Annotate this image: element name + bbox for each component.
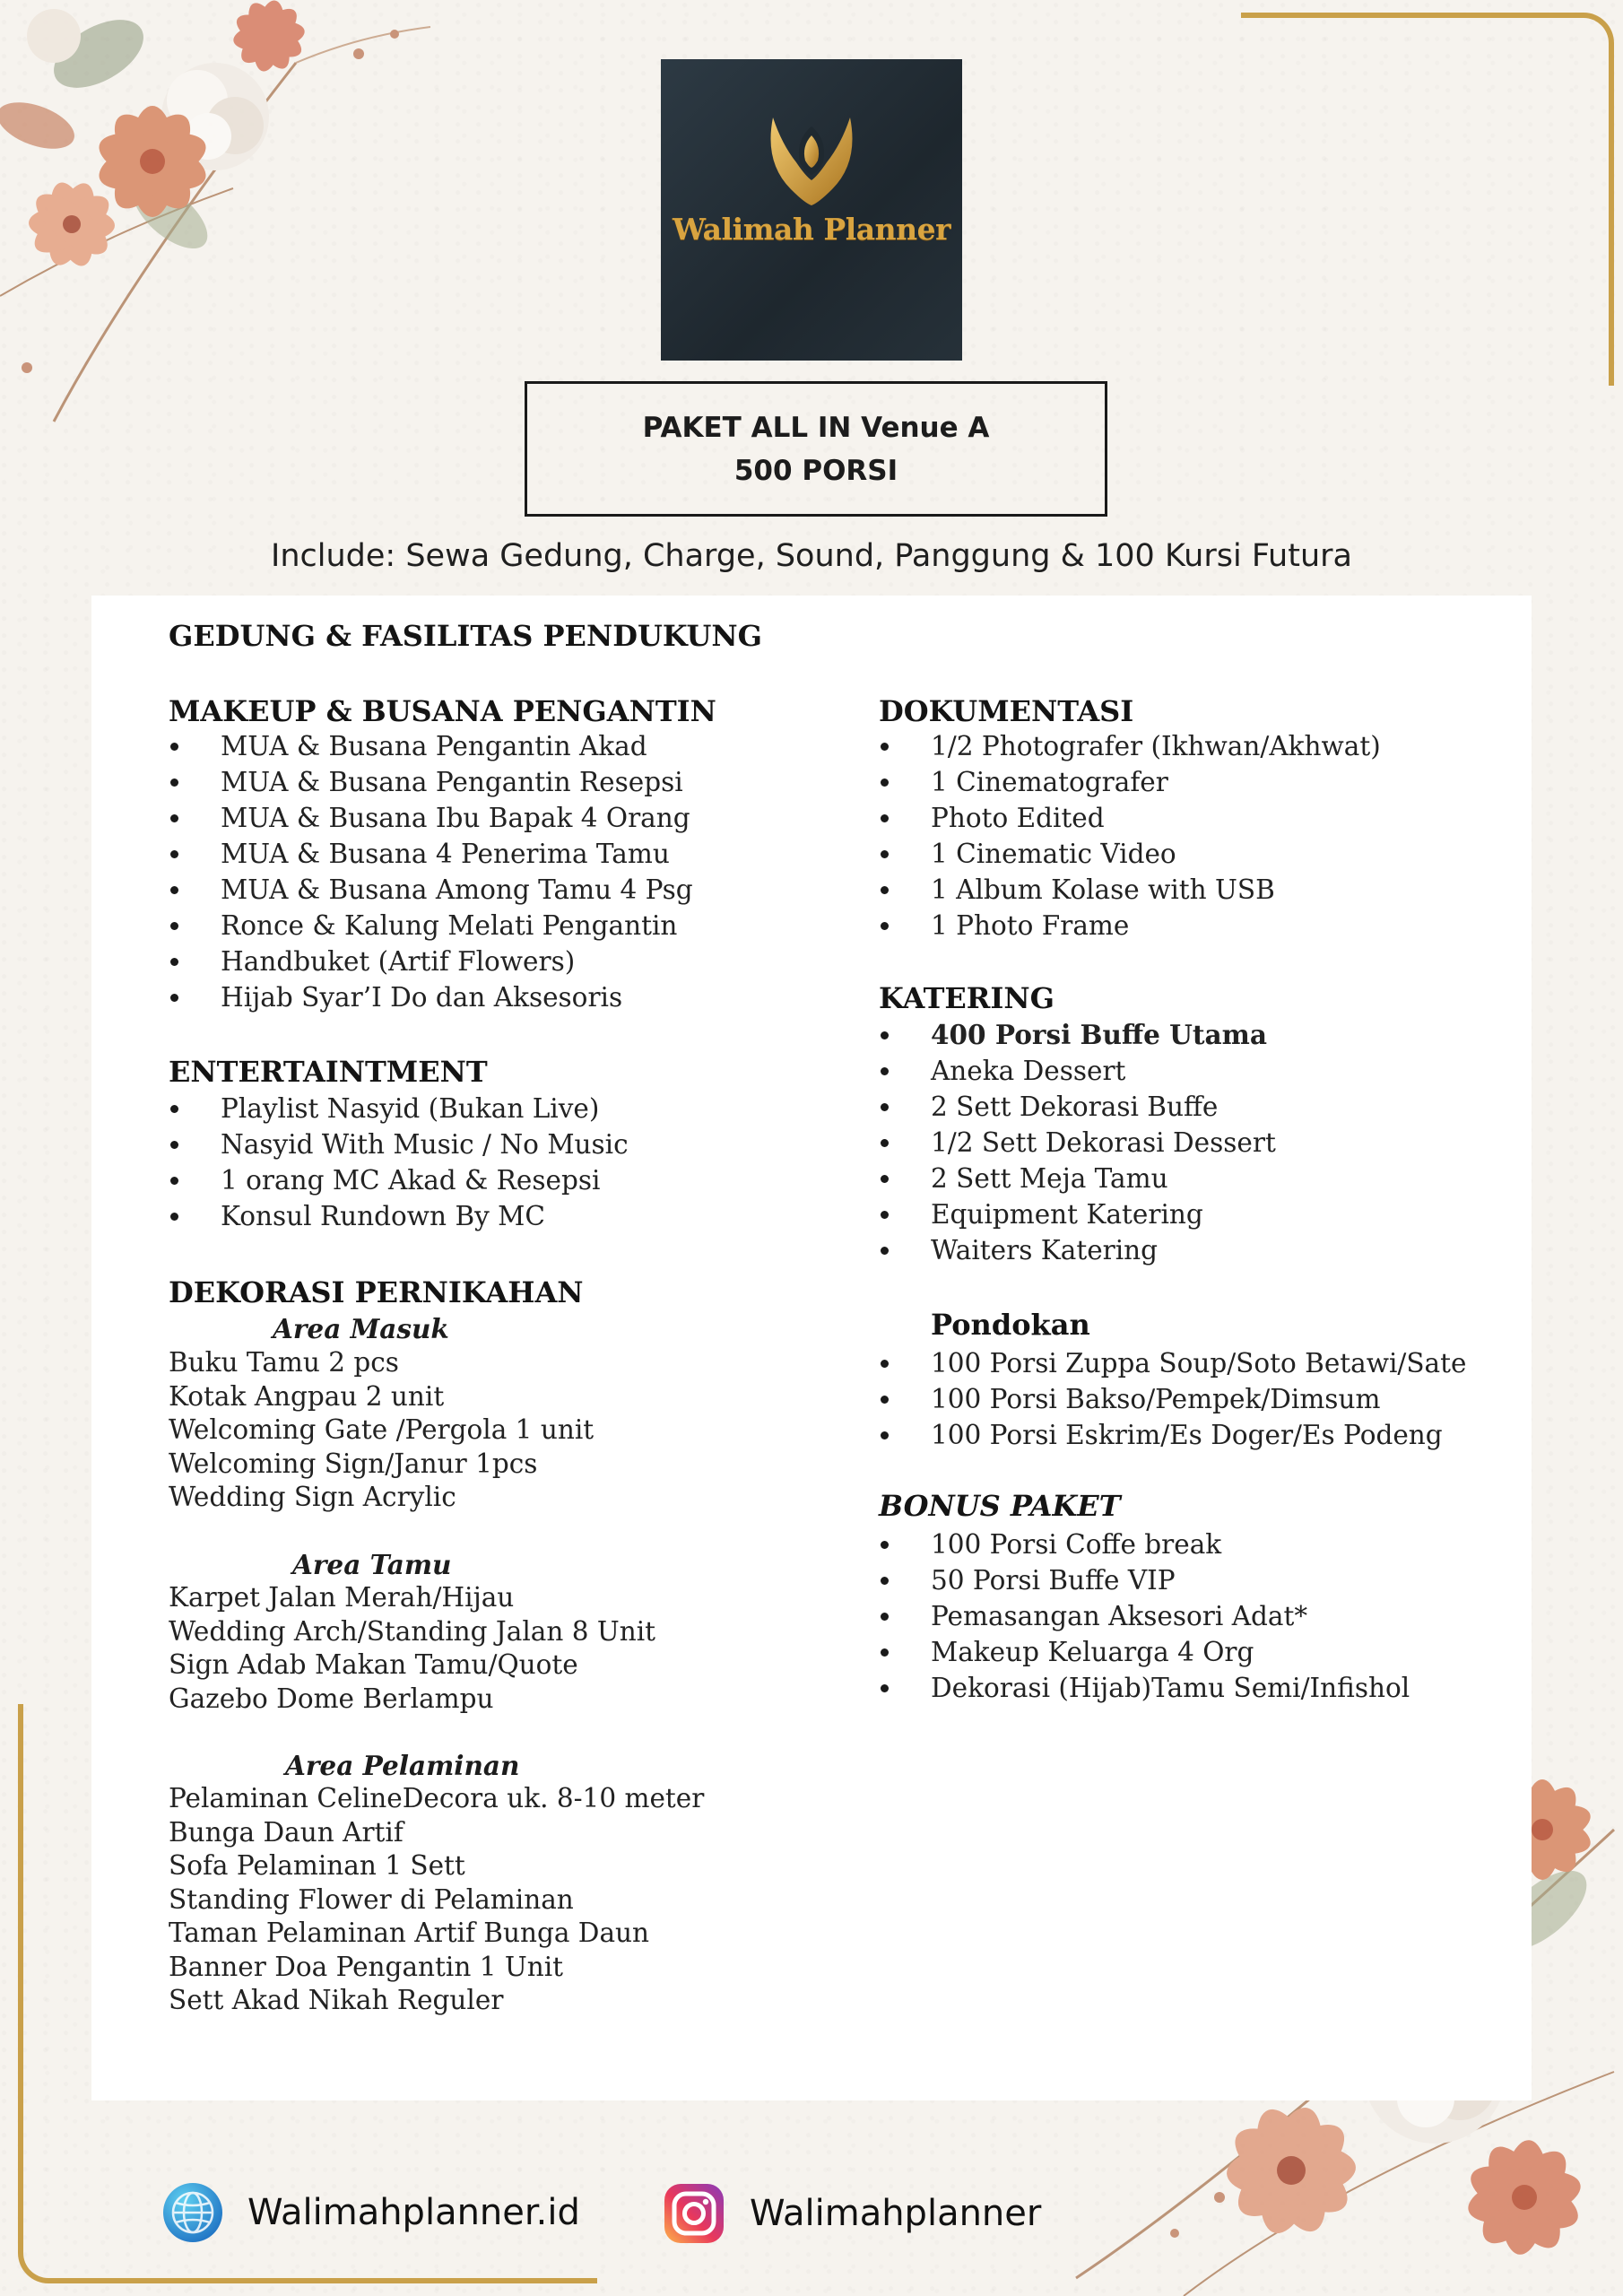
list-item: Photo Edited <box>879 800 1381 836</box>
footer-instagram[interactable] <box>662 2181 1041 2246</box>
makeup-list <box>169 728 693 1015</box>
list-item: 1 Cinematografer <box>879 764 1381 800</box>
list-item: Banner Doa Pengantin 1 Unit <box>169 1951 563 1982</box>
section-heading-katering: KATERING <box>879 981 1055 1015</box>
instagram-handle[interactable]: Walimahplanner <box>750 2193 1042 2234</box>
subheading-area-tamu: Area Tamu <box>292 1549 452 1580</box>
section-heading-gedung: GEDUNG & FASILITAS PENDUKUNG <box>169 619 762 653</box>
list-item: MUA & Busana 4 Penerima Tamu <box>169 836 693 872</box>
list-item: Pelaminan CelineDecora uk. 8-10 meter <box>169 1783 705 1813</box>
list-item: Makeup Keluarga 4 Org <box>879 1634 1410 1670</box>
list-item: Taman Pelaminan Artif Bunga Daun <box>169 1918 650 1948</box>
list-item: Wedding Arch/Standing Jalan 8 Unit <box>169 1615 656 1647</box>
list-item: Aneka Dessert <box>879 1053 1276 1089</box>
instagram-icon <box>662 2181 726 2246</box>
list-item: Wedding Sign Acrylic <box>169 1482 456 1512</box>
logo-emblem-icon <box>755 109 868 207</box>
list-item: Konsul Rundown By MC <box>169 1198 629 1234</box>
list-item: MUA & Busana Among Tamu 4 Psg <box>169 872 693 908</box>
list-item: MUA & Busana Ibu Bapak 4 Orang <box>169 800 693 836</box>
area-masuk-list <box>169 1346 594 1515</box>
package-include-text: Include: Sewa Gedung, Charge, Sound, Panggung & 100 Kursi Futura <box>271 538 1352 574</box>
section-heading-entertainment: ENTERTAINTMENT <box>169 1055 488 1089</box>
list-item: 100 Porsi Zuppa Soup/Soto Betawi/Sate <box>879 1345 1466 1381</box>
katering-list <box>879 1017 1276 1268</box>
list-item: 1 orang MC Akad & Resepsi <box>169 1162 629 1198</box>
section-heading-makeup: MAKEUP & BUSANA PENGANTIN <box>169 694 716 728</box>
list-item: 100 Porsi Bakso/Pempek/Dimsum <box>879 1381 1466 1417</box>
list-item: Kotak Angpau 2 unit <box>169 1380 445 1412</box>
list-item: Playlist Nasyid (Bukan Live) <box>169 1091 629 1126</box>
list-item: 50 Porsi Buffe VIP <box>879 1562 1410 1598</box>
list-item: Nasyid With Music / No Music <box>169 1126 629 1162</box>
list-item: 100 Porsi Eskrim/Es Doger/Es Podeng <box>879 1417 1466 1453</box>
section-heading-dekorasi: DEKORASI PERNIKAHAN <box>169 1275 584 1309</box>
list-item: Karpet Jalan Merah/Hijau <box>169 1582 515 1613</box>
list-item: 2 Sett Meja Tamu <box>879 1161 1276 1196</box>
list-item: MUA & Busana Pengantin Resepsi <box>169 764 693 800</box>
list-item: Equipment Katering <box>879 1196 1276 1232</box>
list-item: Buku Tamu 2 pcs <box>169 1347 399 1378</box>
website-link[interactable]: Walimahplanner.id <box>247 2192 580 2233</box>
brand-logo <box>661 59 962 361</box>
list-item: Handbuket (Artif Flowers) <box>169 944 693 979</box>
section-heading-pondokan: Pondokan <box>931 1308 1090 1342</box>
list-item: Sofa Pelaminan 1 Sett <box>169 1850 465 1881</box>
list-item: Sett Akad Nikah Reguler <box>169 1985 504 2015</box>
list-item: MUA & Busana Pengantin Akad <box>169 728 693 764</box>
list-item: Ronce & Kalung Melati Pengantin <box>169 908 693 944</box>
pondokan-list <box>879 1345 1466 1453</box>
subheading-area-masuk: Area Masuk <box>273 1313 449 1344</box>
package-portion: 500 PORSI <box>733 454 898 487</box>
floral-decoration-top-left <box>0 0 466 430</box>
list-item: 1 Photo Frame <box>879 908 1381 944</box>
globe-icon <box>161 2181 224 2244</box>
subheading-area-pelaminan: Area Pelaminan <box>285 1750 520 1781</box>
list-item: Pemasangan Aksesori Adat* <box>879 1598 1410 1634</box>
list-item: Bunga Daun Artif <box>169 1816 404 1848</box>
list-item: Welcoming Gate /Pergola 1 unit <box>169 1414 595 1445</box>
list-item: 2 Sett Dekorasi Buffe <box>879 1089 1276 1125</box>
dokumentasi-list <box>879 728 1381 944</box>
area-tamu-list <box>169 1581 655 1716</box>
list-item: Welcoming Sign/Janur 1pcs <box>169 1448 538 1479</box>
area-pelaminan-list <box>169 1782 704 2018</box>
list-item: Dekorasi (Hijab)Tamu Semi/Infishol <box>879 1670 1410 1706</box>
logo-text: Walimah Planner <box>672 212 951 247</box>
entertainment-list <box>169 1091 629 1234</box>
list-item: Sign Adab Makan Tamu/Quote <box>169 1649 578 1680</box>
package-details-panel <box>91 596 1532 2100</box>
list-item: 100 Porsi Coffe break <box>879 1526 1410 1562</box>
list-item: 1 Cinematic Video <box>879 836 1381 872</box>
list-item: Gazebo Dome Berlampu <box>169 1683 494 1714</box>
list-item: 1/2 Photografer (Ikhwan/Akhwat) <box>879 728 1381 764</box>
list-item: Waiters Katering <box>879 1232 1276 1268</box>
package-title: PAKET ALL IN Venue A <box>642 411 990 444</box>
list-item: 400 Porsi Buffe Utama <box>879 1017 1276 1053</box>
gold-frame-top-right <box>1241 13 1614 386</box>
section-heading-bonus: BONUS PAKET <box>879 1489 1121 1523</box>
list-item: 1 Album Kolase with USB <box>879 872 1381 908</box>
list-item: 1/2 Sett Dekorasi Dessert <box>879 1125 1276 1161</box>
footer-website[interactable] <box>161 2181 580 2244</box>
package-title-box <box>525 381 1107 517</box>
bonus-list <box>879 1526 1410 1706</box>
list-item: Standing Flower di Pelaminan <box>169 1883 574 1915</box>
section-heading-dokumentasi: DOKUMENTASI <box>879 694 1134 728</box>
list-item: Hijab Syar’I Do dan Aksesoris <box>169 979 693 1015</box>
